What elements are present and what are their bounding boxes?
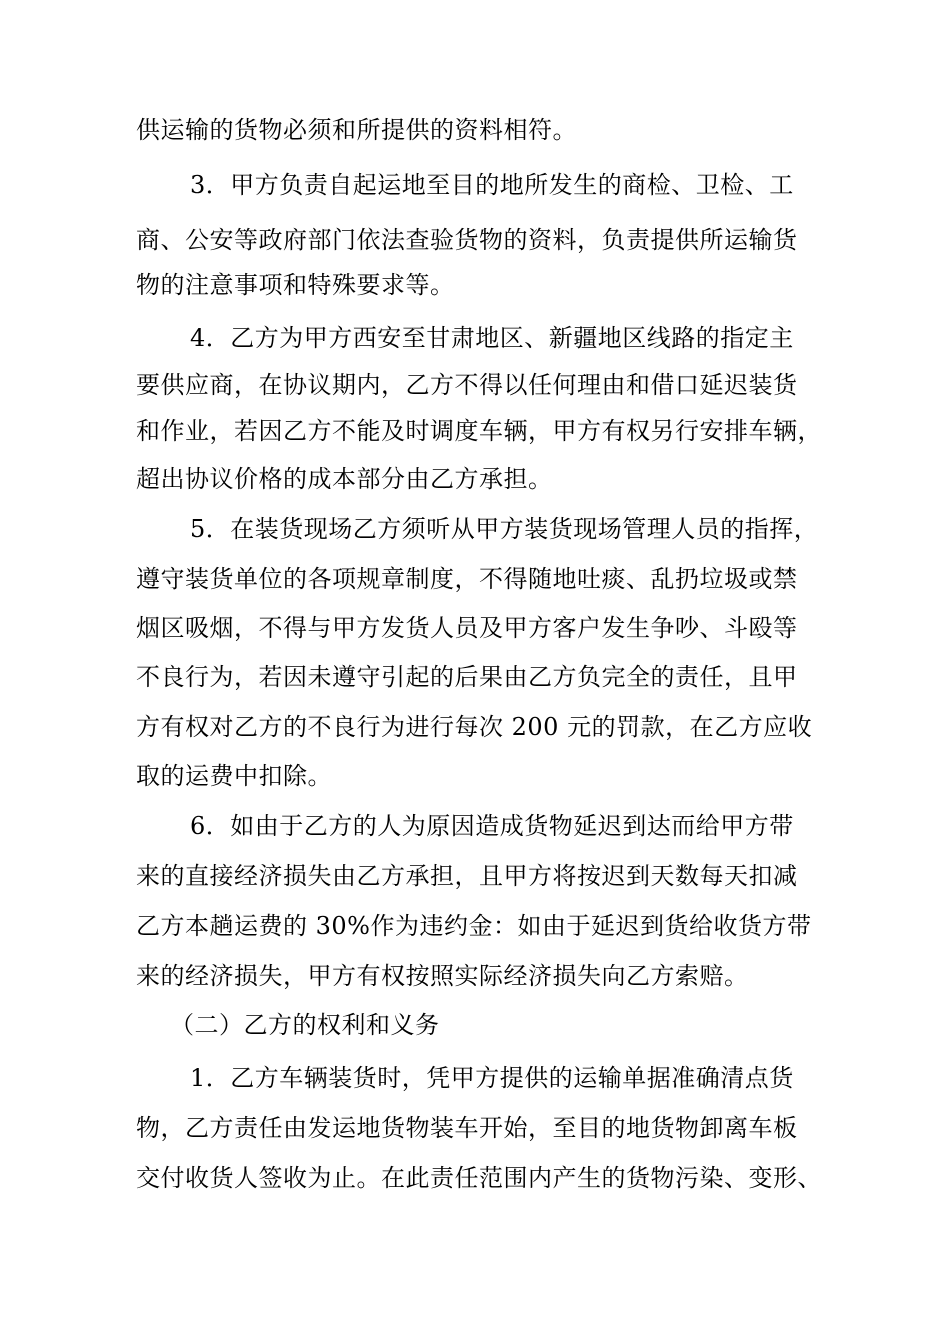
text-line: 要供应商，在协议期内，乙方不得以任何理由和借口延迟装货 — [136, 371, 798, 399]
text-line: 烟区吸烟，不得与甲方发货人员及甲方客户发生争吵、斗殴等 — [136, 614, 798, 642]
text-line: 6．如由于乙方的人为原因造成货物延迟到达而给甲方带 — [190, 812, 794, 840]
text-line: 来的经济损失，甲方有权按照实际经济损失向乙方索赔。 — [136, 962, 749, 990]
text-line: 方有权对乙方的不良行为进行每次 200 元的罚款，在乙方应收 — [136, 713, 813, 741]
text-line: 物，乙方责任由发运地货物装车开始，至目的地货物卸离车板 — [136, 1114, 798, 1142]
text-line: 1．乙方车辆装货时，凭甲方提供的运输单据准确清点货 — [190, 1064, 794, 1092]
text-line: 遵守装货单位的各项规章制度，不得随地吐痰、乱扔垃圾或禁 — [136, 565, 798, 593]
text-line: 商、公安等政府部门依法查验货物的资料，负责提供所运输货 — [136, 226, 798, 254]
text-line: 来的直接经济损失由乙方承担，且甲方将按迟到天数每天扣减 — [136, 862, 798, 890]
text-line: 供运输的货物必须和所提供的资料相符。 — [136, 116, 577, 144]
text-line: 超出协议价格的成本部分由乙方承担。 — [136, 465, 553, 493]
text-line: 不良行为，若因未遵守引起的后果由乙方负完全的责任，且甲 — [136, 663, 798, 691]
text-line: 物的注意事项和特殊要求等。 — [136, 271, 455, 299]
text-line: 3．甲方负责自起运地至目的地所发生的商检、卫检、工 — [190, 171, 794, 199]
text-line: 交付收货人签收为止。在此责任范围内产生的货物污染、变形、 — [136, 1164, 822, 1192]
text-line: 乙方本趟运费的 30%作为违约金：如由于延迟到货给收货方带 — [136, 912, 812, 940]
text-line: 取的运费中扣除。 — [136, 762, 332, 790]
text-line: 和作业，若因乙方不能及时调度车辆，甲方有权另行安排车辆， — [136, 417, 822, 445]
text-line: 4．乙方为甲方西安至甘肃地区、新疆地区线路的指定主 — [190, 324, 794, 352]
section-heading: （二）乙方的权利和义务 — [170, 1011, 440, 1039]
text-line: 5．在装货现场乙方须听从甲方装货现场管理人员的指挥， — [190, 515, 819, 543]
